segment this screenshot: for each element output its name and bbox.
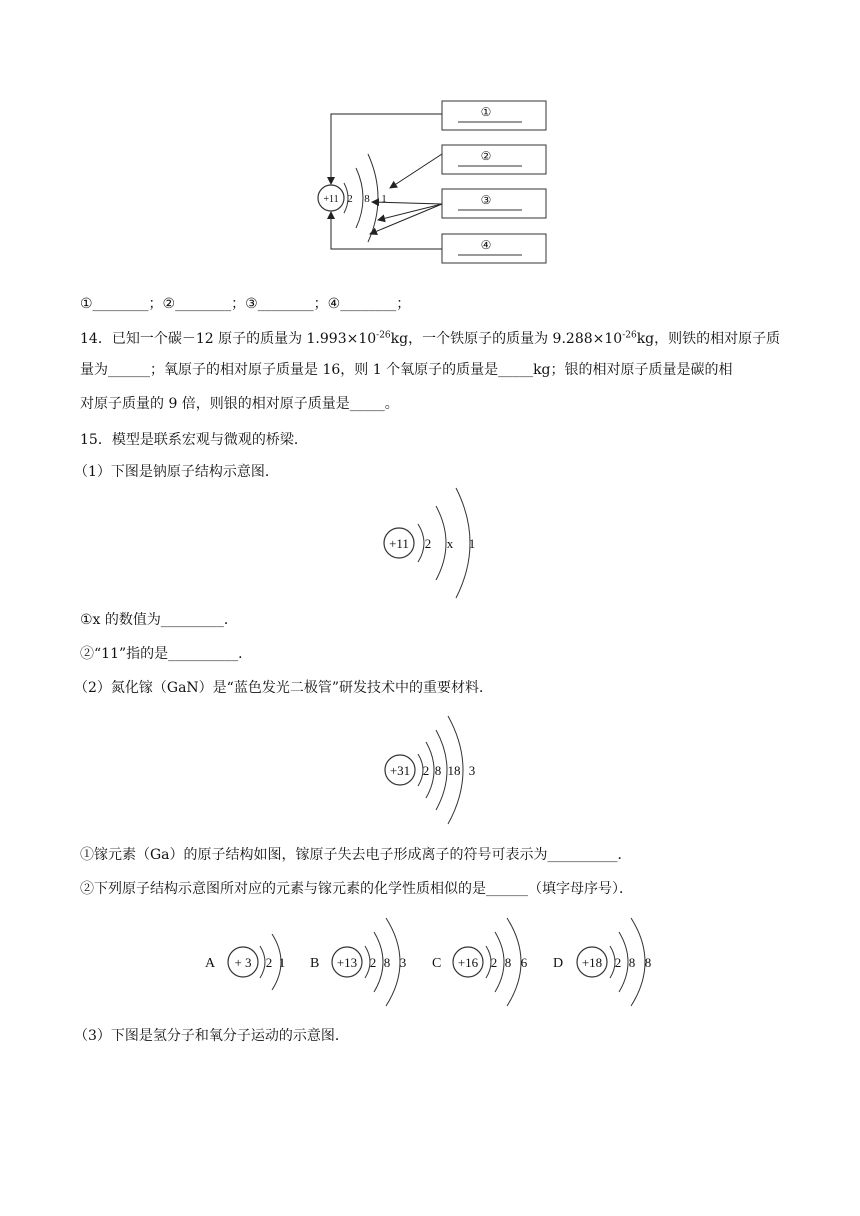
shell-3-count: 1 xyxy=(381,193,387,205)
q14-line-1 xyxy=(80,329,780,349)
q14-line-2: 量为______；氧原子的相对原子质量是 16，则 1 个氧原子的质量是_____kg；银的相对原子质量是碳的相 xyxy=(80,362,733,378)
option-c-shell-1: 2 xyxy=(490,955,498,970)
gallium-shell-2: 8 xyxy=(434,763,442,778)
gallium-nucleus-label: +31 xyxy=(389,763,411,778)
q15-sub2: （2）氮化镓（GaN）是“蓝色发光二极管”研发技术中的重要材料． xyxy=(74,680,494,696)
option-b-nucleus: +13 xyxy=(336,955,358,970)
box-1-number: ① xyxy=(480,105,492,119)
gallium-shell-1: 2 xyxy=(422,763,430,778)
box-3-number: ③ xyxy=(480,193,492,207)
gallium-shell-4: 3 xyxy=(468,763,476,778)
option-b-letter: B xyxy=(310,956,320,971)
label-box-1 xyxy=(442,101,546,130)
option-c-shell-2: 8 xyxy=(504,955,512,970)
option-b-shell-1: 2 xyxy=(369,955,377,970)
option-a-letter: A xyxy=(205,956,216,971)
sodium-shell-3: 1 xyxy=(468,536,476,551)
q15-question-ion: ①镓元素（Ga）的原子结构如图，镓原子失去电子形成离子的符号可表示为__________． xyxy=(80,847,632,863)
sodium-nucleus-label: +11 xyxy=(389,536,409,551)
options-diagrams xyxy=(200,910,680,1014)
label-box-3 xyxy=(442,189,546,218)
option-a-shell-1: 2 xyxy=(265,955,273,970)
option-c xyxy=(432,918,528,1006)
sodium-atom-diagram xyxy=(378,484,488,602)
option-a xyxy=(205,934,285,990)
label-box-4 xyxy=(442,234,546,263)
q15-title: 15．模型是联系宏观与微观的桥梁． xyxy=(80,432,308,448)
option-b-shell-3: 3 xyxy=(399,955,407,970)
option-d-shell-3: 8 xyxy=(644,955,652,970)
gallium-atom-diagram xyxy=(382,704,482,836)
sodium-shell-2: x xyxy=(446,536,454,551)
q15-question-similar: ②下列原子结构示意图所对应的元素与镓元素的化学性质相似的是______（填字母序号）． xyxy=(80,881,633,897)
q14-text-b: kg，一个铁原子的质量为 9.288×10 xyxy=(390,331,623,347)
option-d xyxy=(553,918,651,1006)
atom-structure-diagram xyxy=(300,96,560,271)
q14-line-3: 对原子质量的 9 倍，则银的相对原子质量是_____。 xyxy=(80,396,399,412)
option-c-letter: C xyxy=(432,956,442,971)
option-c-nucleus: +16 xyxy=(457,955,479,970)
option-b xyxy=(310,918,406,1006)
box-2-number: ② xyxy=(480,149,492,163)
gallium-shell-3: 18 xyxy=(447,763,461,778)
pointer-arrows xyxy=(331,114,442,249)
option-c-shell-3: 6 xyxy=(520,955,528,970)
q15-sub1: （1）下图是钠原子结构示意图． xyxy=(74,464,279,480)
q15-question-11: ②“11”指的是__________． xyxy=(80,646,253,662)
q14-exp-2: -26 xyxy=(622,330,637,341)
option-d-letter: D xyxy=(553,956,564,971)
option-d-shell-1: 2 xyxy=(614,955,622,970)
label-box-2 xyxy=(442,145,546,174)
q14-text-a: 14．已知一个碳－12 原子的质量为 1.993×10 xyxy=(80,331,377,347)
q14-exp-1: -26 xyxy=(376,330,391,341)
nucleus-label: +11 xyxy=(323,194,339,205)
option-b-shell-2: 8 xyxy=(383,955,391,970)
q14-text-c: kg，则铁的相对原子质 xyxy=(636,331,781,347)
box-4-number: ④ xyxy=(480,238,492,252)
q15-sub3: （3）下图是氢分子和氧分子运动的示意图． xyxy=(74,1028,349,1044)
option-d-shell-2: 8 xyxy=(628,955,636,970)
shell-2-count: 8 xyxy=(364,193,370,205)
option-a-shell-2: 1 xyxy=(278,955,286,970)
option-d-nucleus: +18 xyxy=(581,955,603,970)
shell-1-count: 2 xyxy=(347,193,353,205)
q15-question-x: ①x 的数值为_________． xyxy=(80,612,238,628)
blanks-line: ①________；②________；③________；④________； xyxy=(80,296,411,312)
option-a-nucleus: + 3 xyxy=(234,955,252,970)
sodium-shell-1: 2 xyxy=(424,536,432,551)
